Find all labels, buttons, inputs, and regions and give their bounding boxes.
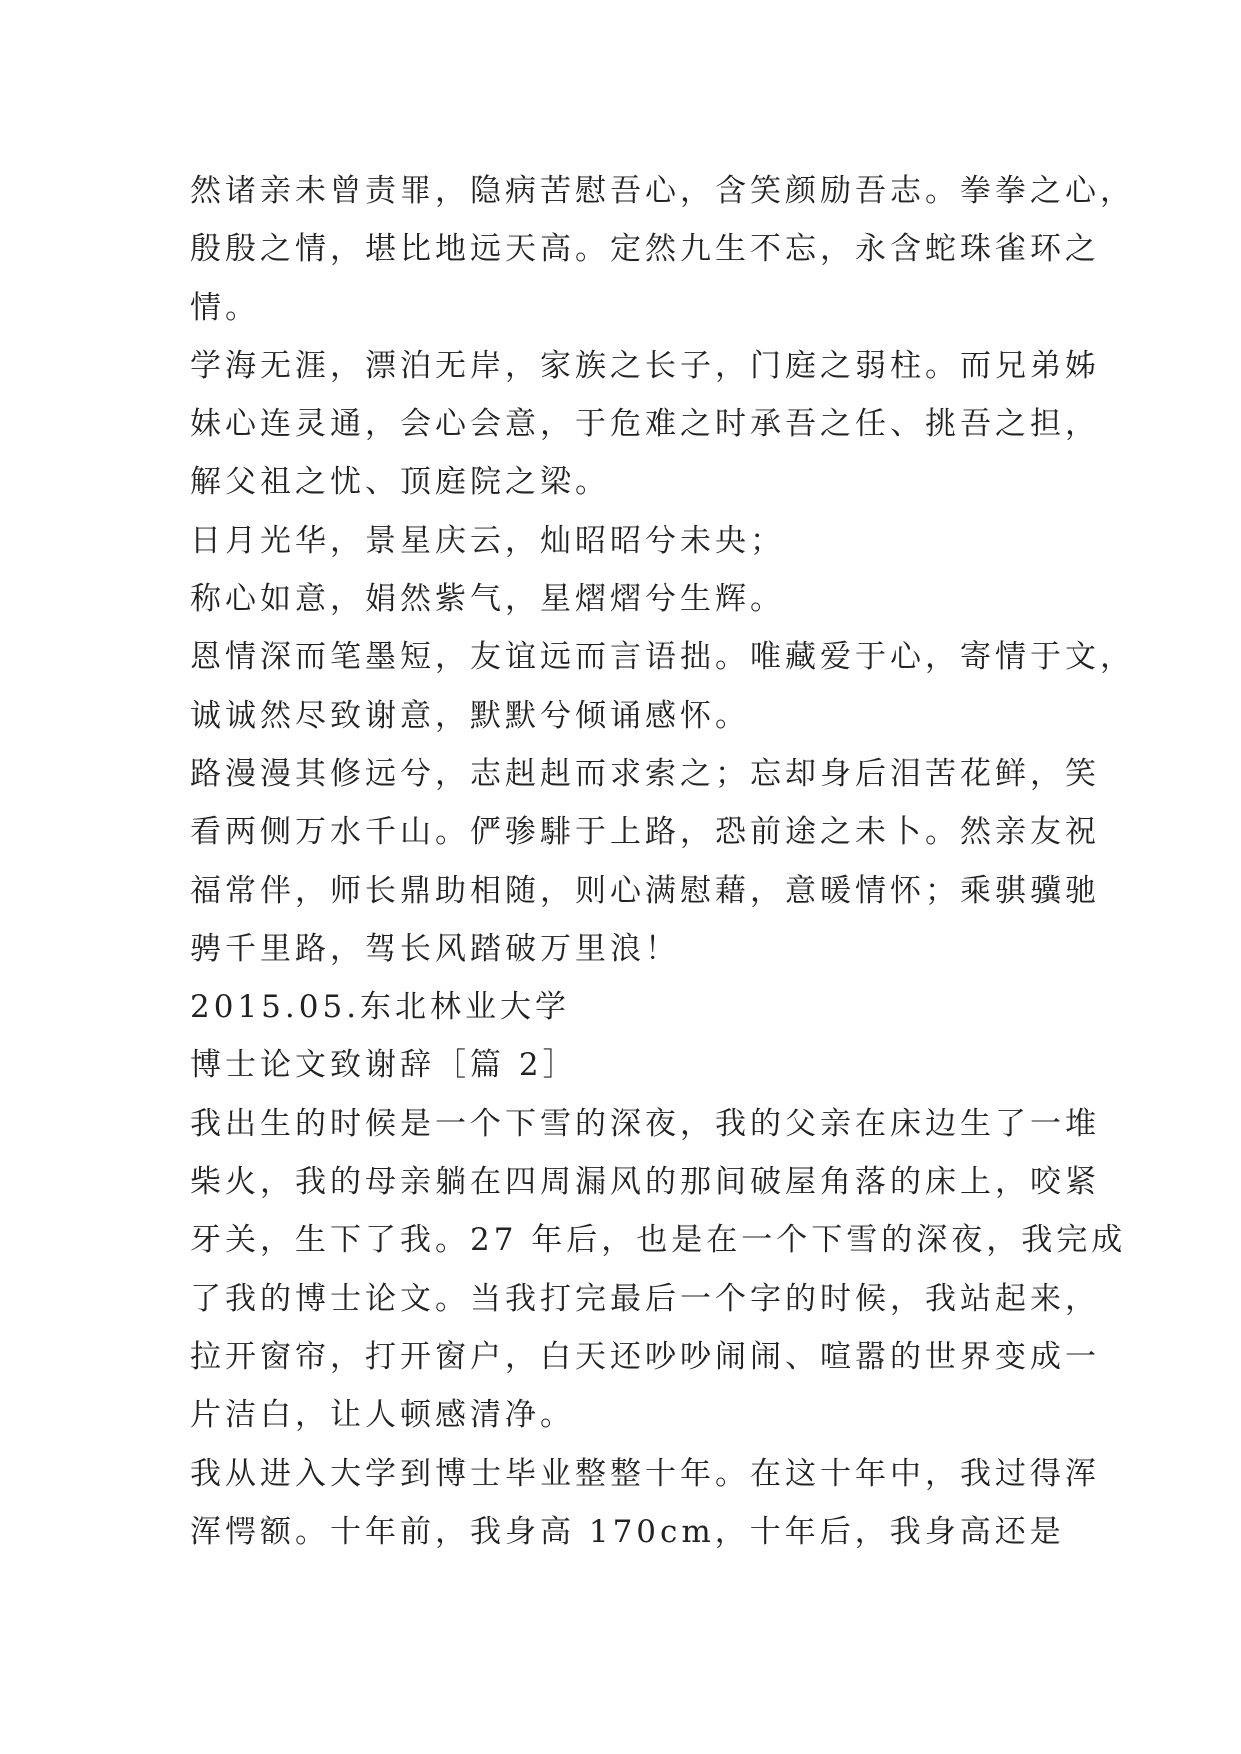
text-line: 看两侧万水千山。俨骖騑于上路，恐前途之未卜。然亲友祝 — [190, 814, 1100, 851]
text-line: 解父祖之忧、顶庭院之梁。 — [190, 464, 610, 501]
text-line: 学海无涯，漂泊无岸，家族之长子，门庭之弱柱。而兄弟姊 — [190, 347, 1100, 384]
text-line: 妹心连灵通，会心会意，于危难之时承吾之任、挑吾之担， — [190, 406, 1100, 443]
text-line: 我从进入大学到博士毕业整整十年。在这十年中，我过得浑 — [190, 1455, 1100, 1492]
text-line: 我出生的时候是一个下雪的深夜，我的父亲在床边生了一堆 — [190, 1105, 1100, 1142]
text-line: 福常伴，师长鼎助相随，则心满慰藉，意暖情怀；乘骐骥驰 — [190, 872, 1100, 909]
text-line: 拉开窗帘，打开窗户，白天还吵吵闹闹、喧嚣的世界变成一 — [190, 1338, 1100, 1375]
text-line: 诚诚然尽致谢意，默默兮倾诵感怀。 — [190, 697, 750, 734]
text-line: 日月光华，景星庆云，灿昭昭兮未央； — [190, 522, 785, 559]
text-line: 恩情深而笔墨短，友谊远而言语拙。唯藏爱于心，寄情于文， — [190, 639, 1135, 676]
text-line: 情。 — [190, 289, 260, 326]
section-heading: 博士论文致谢辞［篇 2］ — [190, 1047, 578, 1084]
text-line: 然诸亲未曾责罪，隐病苦慰吾心，含笑颜励吾志。拳拳之心， — [190, 173, 1135, 209]
text-line: 片洁白，让人顿感清净。 — [190, 1397, 575, 1434]
text-line: 浑愕额。十年前，我身高 170cm，十年后，我身高还是 — [190, 1513, 1065, 1550]
text-line: 殷殷之情，堪比地远天高。定然九生不忘，永含蛇珠雀环之 — [190, 231, 1100, 268]
text-line: 了我的博士论文。当我打完最后一个字的时候，我站起来， — [190, 1280, 1100, 1317]
text-line: 牙关，生下了我。27 年后，也是在一个下雪的深夜，我完成 — [190, 1222, 1127, 1259]
text-line: 称心如意，娟然紫气，星熠熠兮生辉。 — [190, 581, 785, 618]
text-line: 路漫漫其修远兮，志赳赳而求索之；忘却身后泪苦花鲜，笑 — [190, 755, 1100, 792]
document-body — [190, 162, 1135, 1561]
text-line: 骋千里路，驾长风踏破万里浪！ — [190, 930, 680, 967]
text-line: 柴火，我的母亲躺在四周漏风的那间破屋角落的床上，咬紧 — [190, 1164, 1100, 1201]
date-affiliation-line: 2015.05.东北林业大学 — [190, 989, 571, 1026]
